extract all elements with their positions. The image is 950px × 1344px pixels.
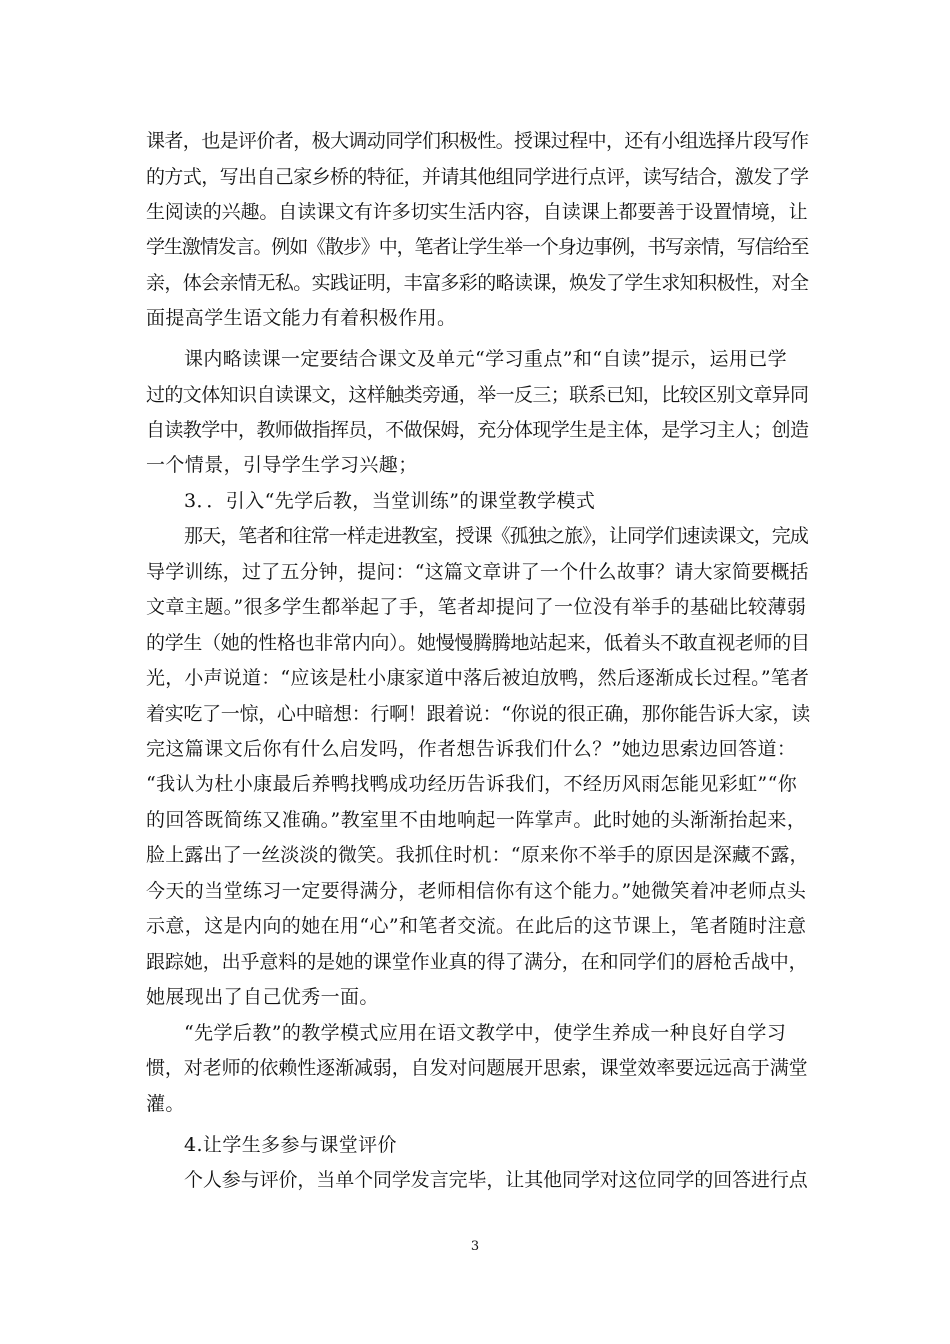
text-line: 今天的当堂练习一定要得满分，老师相信你有这个能力。”她微笑着冲老师点头 [146,880,807,902]
paragraph-first-line: 课内略读课一定要结合课文及单元“学习重点”和“自读”提示，运用已学 [184,348,788,370]
text-line: 跟踪她，出乎意料的是她的课堂作业真的得了满分，在和同学们的唇枪舌战中， [146,951,808,973]
paragraph-first-line: “先学后教”的教学模式应用在语文教学中，使学生养成一种良好自学习 [184,1022,787,1044]
paragraph-first-line: 个人参与评价，当单个同学发言完毕，让其他同学对这位同学的回答进行点 [184,1169,808,1191]
paragraph-first-line: 那天，笔者和往常一样走进教室，授课《孤独之旅》，让同学们速读课文，完成 [184,525,809,547]
text-line: 文章主题。”很多学生都举起了手，笔者却提问了一位没有举手的基础比较薄弱 [146,596,807,618]
text-line: 完这篇课文后你有什么启发吗，作者想告诉我们什么？”她边思索边回答道： [146,738,797,760]
text-line: 惯，对老师的依赖性逐渐减弱，自发对问题展开思索，课堂效率要远远高于满堂 [146,1057,808,1079]
section-heading: 3．．引入“先学后教，当堂训练”的课堂教学模式 [184,490,596,512]
text-line: “我认为杜小康最后养鸭找鸭成功经历告诉我们，不经历风雨怎能见彩虹”“你 [146,773,798,795]
text-line: 一个情景，引导学生学习兴趣； [146,454,418,476]
section-heading: 4.让学生多参与课堂评价 [184,1134,397,1156]
text-line: 过的文体知识自读课文，这样触类旁通，举一反三；联系已知，比较区别文章异同 [146,384,809,406]
text-line: 她展现出了自己优秀一面。 [146,986,379,1008]
text-line: 着实吃了一惊，心中暗想：行啊！跟着说：“你说的很正确，那你能告诉大家，读 [146,703,810,725]
text-line: 生阅读的兴趣。自读课文有许多切实生活内容，自读课上都要善于设置情境，让 [146,201,808,223]
text-line: 课者，也是评价者，极大调动同学们积极性。授课过程中，还有小组选择片段写作 [146,130,809,152]
text-line: 学生激情发言。例如《散步》中，笔者让学生举一个身边事例，书写亲情，写信给至 [146,236,809,258]
text-line: 亲，体会亲情无私。实践证明，丰富多彩的略读课，焕发了学生求知积极性，对全 [146,272,809,294]
text-line: 自读教学中，教师做指挥员，不做保姆，充分体现学生是主体，是学习主人；创造 [146,419,809,441]
text-line: 的学生（她的性格也非常内向）。她慢慢腾腾地站起来，低着头不敢直视老师的目 [146,632,810,654]
text-line: 面提高学生语文能力有着积极作用。 [146,307,457,329]
text-line: 灌。 [146,1093,185,1115]
text-line: 导学训练，过了五分钟，提问：“这篇文章讲了一个什么故事？请大家简要概括 [146,561,809,583]
text-line: 示意，这是内向的她在用“心”和笔者交流。在此后的这节课上，笔者随时注意 [146,915,807,937]
text-line: 脸上露出了一丝淡淡的微笑。我抓住时机：“原来你不举手的原因是深藏不露， [146,844,809,866]
page-number: 3 [470,1239,480,1254]
text-line: 的方式，写出自己家乡桥的特征，并请其他组同学进行点评，读写结合，激发了学 [146,166,809,188]
text-line: 光，小声说道：“应该是杜小康家道中落后被迫放鸭，然后逐渐成长过程。”笔者 [146,667,810,689]
text-line: 的回答既简练又准确。”教室里不由地响起一阵掌声。此时她的头渐渐抬起来， [146,809,807,831]
